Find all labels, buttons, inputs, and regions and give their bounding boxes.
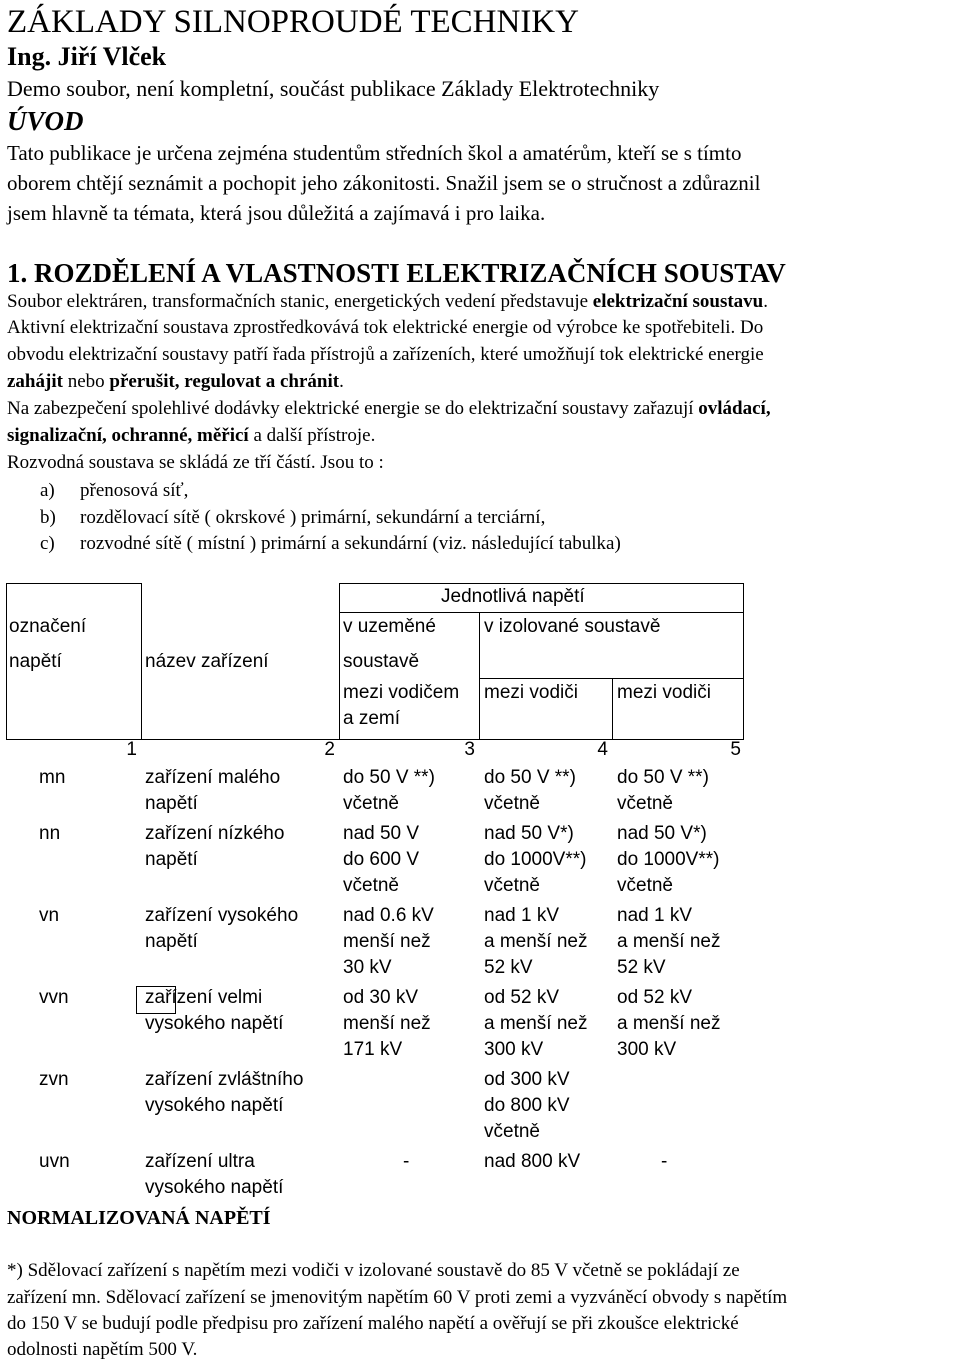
table-header-cell: v izolované soustavě <box>484 616 661 637</box>
text-run: . <box>339 371 344 392</box>
table-cell: nad 50 V <box>343 823 420 844</box>
table-cell: menší než <box>343 931 431 952</box>
table-cell: 30 kV <box>343 957 392 978</box>
table-cell: včetně <box>617 875 673 896</box>
table-border <box>6 583 141 584</box>
row-name: zařízení ultra <box>145 1151 255 1172</box>
table-cell: 300 kV <box>617 1039 677 1060</box>
table-cell: - <box>661 1151 668 1172</box>
table-cell: včetně <box>617 793 673 814</box>
table-header-cell: v uzeměné <box>343 616 436 637</box>
table-border <box>339 612 744 613</box>
table-header-cell: mezi vodiči <box>617 682 711 703</box>
table-header-cell: a zemí <box>343 708 401 729</box>
paragraph-line <box>7 288 768 316</box>
footnote-line: do 150 V se budují podle předpisu pro zařízení malého napětí a ověřují se při zkoušce elektrické <box>7 1313 739 1334</box>
row-name: zařízení velmi <box>145 987 263 1008</box>
list-marker: a) <box>40 480 55 501</box>
intro-line: jsem hlavně ta témata, která jsou důležitá a zajímavá i pro laika. <box>7 201 546 225</box>
table-cell: včetně <box>484 875 540 896</box>
paragraph-line <box>7 395 771 423</box>
table-cell: do 1000V**) <box>484 849 587 870</box>
table-cell: včetně <box>343 875 399 896</box>
row-code: vvn <box>39 987 69 1008</box>
table-header-cell: název zařízení <box>145 651 269 672</box>
table-cell: od 52 kV <box>617 987 692 1008</box>
table-caption: NORMALIZOVANÁ NAPĚTÍ <box>7 1207 271 1229</box>
row-name: zařízení nízkého <box>145 823 285 844</box>
table-border <box>479 678 744 679</box>
row-code: mn <box>39 767 66 788</box>
table-cell: včetně <box>343 793 399 814</box>
table-cell: do 800 kV <box>484 1095 570 1116</box>
table-cell: do 50 V **) <box>617 767 709 788</box>
table-cell: nad 50 V*) <box>484 823 574 844</box>
table-border <box>479 613 480 740</box>
table-header-cell: označení <box>9 616 87 637</box>
table-cell: do 1000V**) <box>617 849 720 870</box>
table-cell: včetně <box>484 1121 540 1142</box>
table-cell: včetně <box>484 793 540 814</box>
table-cell: 171 kV <box>343 1039 403 1060</box>
row-name: zařízení vysokého <box>145 905 299 926</box>
footnote-line: odolnosti napětím 500 V. <box>7 1339 198 1360</box>
table-cell: nad 50 V*) <box>617 823 707 844</box>
table-cell: - <box>403 1151 410 1172</box>
paragraph-line: Rozvodná soustava se skládá ze tří částí. Jsou to : <box>7 452 384 473</box>
table-cell: a menší než <box>484 1013 588 1034</box>
column-number: 1 <box>126 739 137 760</box>
table-header-cell: napětí <box>9 651 62 672</box>
bold-term: ovládací, <box>698 398 771 419</box>
paragraph-line <box>7 368 344 396</box>
table-border <box>612 678 613 740</box>
table-cell: nad 1 kV <box>617 905 692 926</box>
table-cell: nad 0.6 kV <box>343 905 434 926</box>
footnote-line: *) Sdělovací zařízení s napětím mezi vodiči v izolované soustavě do 85 V včetně se pokládají ze <box>7 1260 740 1281</box>
table-header-cell: mezi vodiči <box>484 682 578 703</box>
table-cell: a menší než <box>484 931 588 952</box>
paragraph-line <box>7 422 375 450</box>
table-cell: menší než <box>343 1013 431 1034</box>
row-name: napětí <box>145 849 198 870</box>
row-code: zvn <box>39 1069 69 1090</box>
intro-line: Tato publikace je určena zejména studentům středních škol a amatérům, kteří se s tímto <box>7 141 742 165</box>
row-code: nn <box>39 823 61 844</box>
table-header-cell: soustavě <box>343 651 420 672</box>
text-run: Soubor elektráren, transformačních stanic, energetických vedení představuje <box>7 291 593 312</box>
table-cell: 300 kV <box>484 1039 544 1060</box>
column-number: 5 <box>730 739 741 760</box>
paragraph-line: obvodu elektrizační soustavy patří řada přístrojů a zařízeních, které umožňují tok elektrické energie <box>7 344 764 365</box>
bold-term: elektrizační soustavu <box>592 291 764 312</box>
row-code: vn <box>39 905 60 926</box>
row-code: uvn <box>39 1151 70 1172</box>
text-run: a další přístroje. <box>248 425 376 446</box>
row-name: napětí <box>145 793 198 814</box>
column-number: 2 <box>324 739 335 760</box>
paragraph-line: Aktivní elektrizační soustava zprostředkovává tok elektrické energie od výrobce ke spotřebiteli. Do <box>7 317 764 338</box>
table-border <box>6 583 7 740</box>
text-run: . <box>763 291 768 312</box>
row-name: zařízení malého <box>145 767 281 788</box>
row-name: vysokého napětí <box>145 1095 284 1116</box>
footnote-line: zařízení mn. Sdělovací zařízení se jmenovitým napětím 60 V proti zemi a vyzváněcí obvody s napětím <box>7 1287 788 1308</box>
section-heading: 1. ROZDĚLENÍ A VLASTNOSTI ELEKTRIZAČNÍCH SOUSTAV <box>7 258 786 288</box>
intro-heading: ÚVOD <box>7 106 84 136</box>
list-item: přenosová síť, <box>80 480 189 501</box>
table-cell: 52 kV <box>617 957 666 978</box>
document-title: ZÁKLADY SILNOPROUDÉ TECHNIKY <box>7 4 579 40</box>
table-border <box>743 583 744 740</box>
table-border <box>339 583 340 740</box>
text-run: nebo <box>62 371 110 392</box>
bold-term: přerušit, regulovat a chránit <box>109 371 340 392</box>
table-cell: do 50 V **) <box>343 767 435 788</box>
table-cell: do 50 V **) <box>484 767 576 788</box>
column-number: 4 <box>597 739 608 760</box>
table-group-header: Jednotlivá napětí <box>441 586 585 607</box>
row-name: vysokého napětí <box>145 1177 284 1198</box>
list-item: rozvodné sítě ( místní ) primární a sekundární (viz. následující tabulka) <box>80 533 621 554</box>
bold-term: zahájit <box>7 371 63 392</box>
table-cell: a menší než <box>617 931 721 952</box>
table-header-cell: mezi vodičem <box>343 682 460 703</box>
table-cell: od 30 kV <box>343 987 418 1008</box>
table-cell: 52 kV <box>484 957 533 978</box>
table-cell: od 52 kV <box>484 987 559 1008</box>
row-name: zařízení zvláštního <box>145 1069 304 1090</box>
table-cell: od 300 kV <box>484 1069 570 1090</box>
list-marker: b) <box>40 507 56 528</box>
list-item: rozdělovací sítě ( okrskové ) primární, sekundární a terciární, <box>80 507 546 528</box>
row-name: napětí <box>145 931 198 952</box>
intro-line: oborem chtějí seznámit a pochopit jeho zákonitosti. Snažil jsem se o stručnost a zdůraznil <box>7 171 761 195</box>
author-name: Ing. Jiří Vlček <box>7 42 167 71</box>
table-cell: nad 800 kV <box>484 1151 581 1172</box>
demo-note: Demo soubor, není kompletní, součást publikace Základy Elektrotechniky <box>7 76 660 101</box>
table-cell: nad 1 kV <box>484 905 559 926</box>
bold-term: signalizační, ochranné, měřicí <box>7 425 249 446</box>
list-marker: c) <box>40 533 55 554</box>
table-border <box>141 583 142 740</box>
table-cell: a menší než <box>617 1013 721 1034</box>
table-cell: do 600 V <box>343 849 420 870</box>
text-run: Na zabezpečení spolehlivé dodávky elektrické energie se do elektrizační soustavy zařazují <box>7 398 699 419</box>
column-number: 3 <box>464 739 475 760</box>
row-name: vysokého napětí <box>145 1013 284 1034</box>
